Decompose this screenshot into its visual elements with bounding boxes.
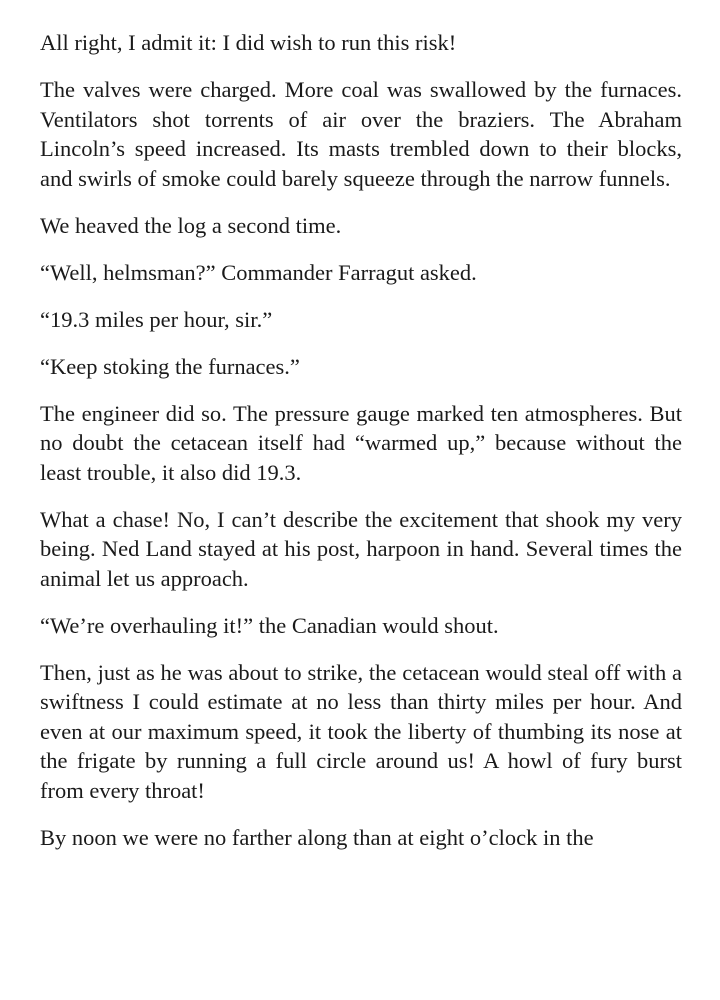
paragraph-1: All right, I admit it: I did wish to run this risk!: [40, 30, 457, 55]
paragraph-4: “Well, helmsman?” Commander Farragut asked.: [40, 259, 477, 285]
paragraph-8: What a chase! No, I can’t describe the excitement that shook my very being. Ned Land stayed at his post, harpoon in hand. Several times the animal let us approach.: [40, 506, 682, 591]
paragraph-10: Then, just as he was about to strike, the cetacean would steal off with a swiftness I could estimate at no less than thirty miles per hour. And even at our maximum speed, it took the liberty of thumbing its nose at the frigate by running a full circle around us! A howl of fury burst from every throat!: [40, 659, 682, 803]
paragraph-7: The engineer did so. The pressure gauge marked ten atmospheres. But no doubt the cetacean itself had “warmed up,” because without the least trouble, it also did 19.3.: [40, 400, 682, 485]
page-text: [40, 28, 682, 852]
paragraph-2: The valves were charged. More coal was swallowed by the furnaces. Ventilators shot torrents of air over the braziers. The Abraham Lincoln’s speed increased. Its masts trembled down to their blocks, and swirls of smoke could barely squeeze through the narrow funnels.: [40, 77, 682, 191]
paragraph-11: By noon we were no farther along than at eight o’clock in the: [40, 824, 594, 850]
paragraph-5: “19.3 miles per hour, sir.”: [40, 306, 273, 332]
paragraph-6: “Keep stoking the furnaces.”: [40, 353, 300, 379]
paragraph-9: “We’re overhauling it!” the Canadian would shout.: [40, 612, 499, 638]
paragraph-3: We heaved the log a second time.: [40, 212, 342, 238]
